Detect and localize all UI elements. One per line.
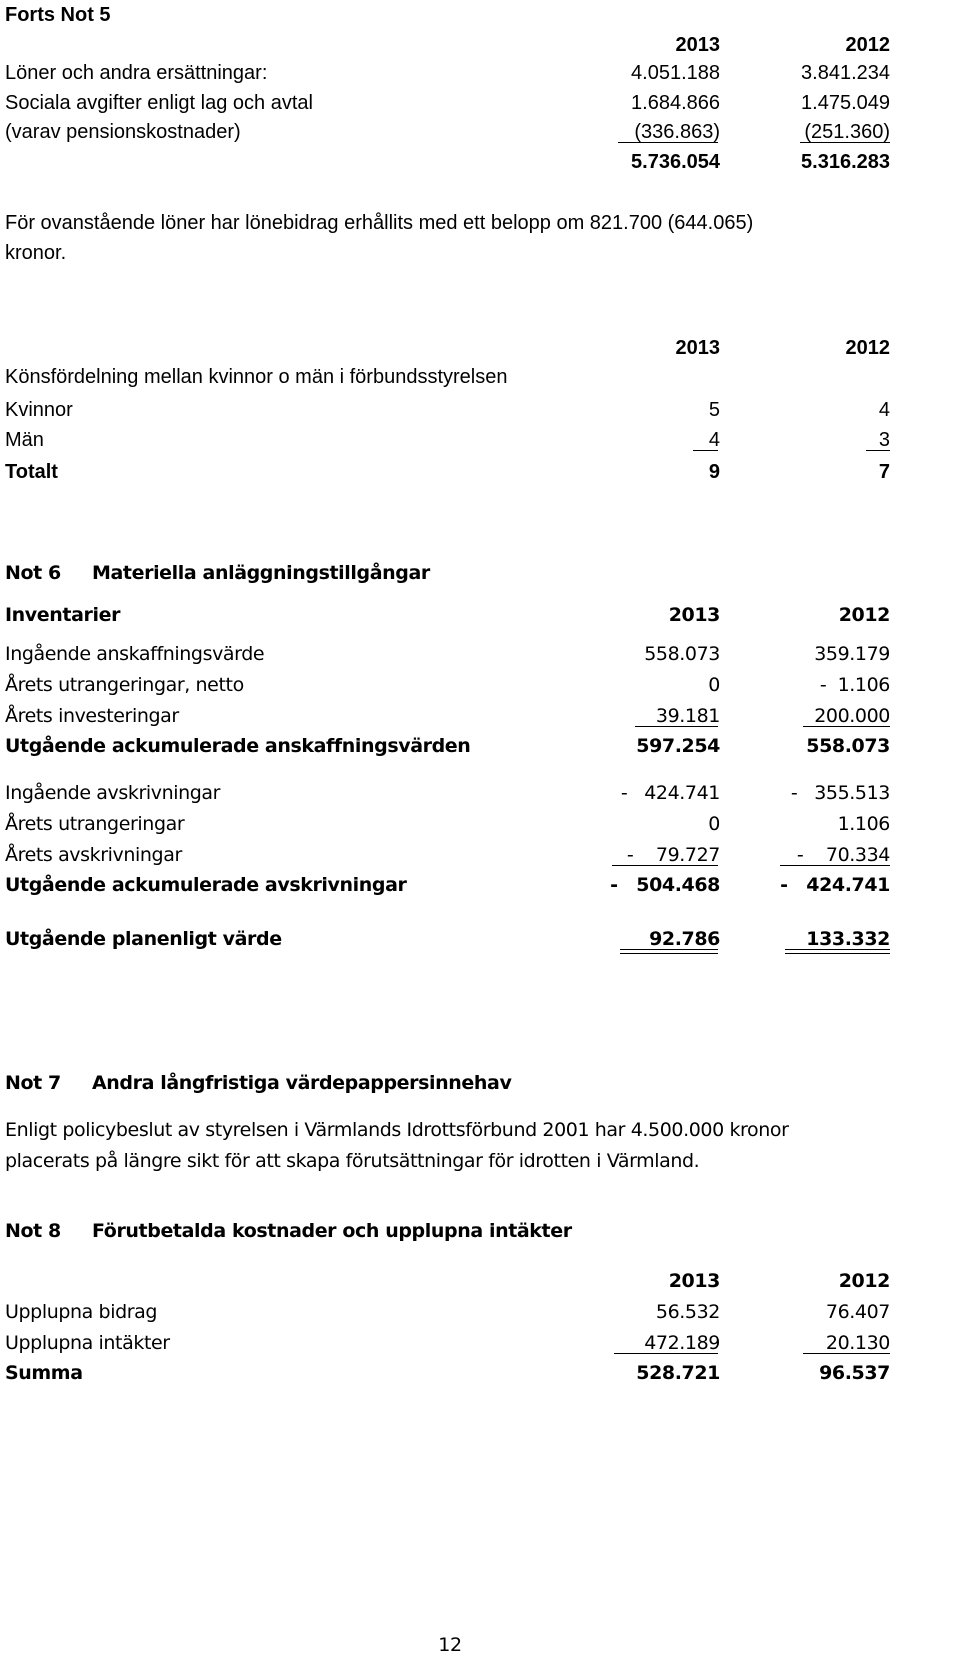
underline (635, 726, 718, 727)
value-2012: 3 (878, 429, 890, 451)
note-heading-not7 (0, 1068, 960, 1098)
value-2013: 597.254 (636, 735, 720, 757)
year-2012: 2012 (845, 34, 890, 56)
value-2013: 528.721 (636, 1362, 720, 1384)
note-heading-not6 (0, 558, 960, 588)
row-label: Utgående planenligt värde (5, 928, 282, 950)
value-2013: 472.189 (644, 1332, 720, 1354)
row-label: Årets avskrivningar (5, 844, 182, 866)
value-2012: 20.130 (825, 1332, 890, 1354)
value-2013: - 79.727 (626, 844, 720, 866)
value-2013: (336.863) (634, 121, 720, 143)
note-number: Not 7 (5, 1072, 61, 1094)
underline (780, 865, 890, 866)
underline (614, 1353, 718, 1354)
value-2013: - 504.468 (610, 874, 720, 896)
value-2012: 96.537 (819, 1362, 890, 1384)
table-row (0, 731, 960, 761)
section-title-forts-not5 (0, 0, 960, 30)
value-2012: 76.407 (825, 1301, 890, 1323)
page-footer (0, 1630, 960, 1660)
page-number: 12 (438, 1634, 462, 1656)
table-row (0, 425, 960, 455)
underline (866, 450, 890, 451)
row-label: Årets utrangeringar, netto (5, 674, 244, 696)
year-2013: 2013 (668, 604, 720, 626)
double-underline (620, 949, 718, 954)
forts-year-header (0, 30, 960, 60)
row-label: Upplupna bidrag (5, 1301, 158, 1323)
year-2013: 2013 (675, 34, 720, 56)
note-heading-not8 (0, 1216, 960, 1246)
value-2012: - 1.106 (819, 674, 890, 696)
table-row (0, 778, 960, 808)
row-label: Sociala avgifter enligt lag och avtal (5, 92, 313, 114)
value-2012: 4 (878, 399, 890, 421)
row-label: Utgående ackumulerade anskaffningsvärden (5, 735, 471, 757)
total-2012: 7 (878, 461, 890, 483)
gender-year-header (0, 333, 960, 363)
value-2012: - 70.334 (796, 844, 890, 866)
note-title: Förutbetalda kostnader och upplupna intäkter (92, 1220, 572, 1242)
value-2012: - 355.513 (790, 782, 890, 804)
value-2013: 558.073 (644, 643, 720, 665)
table-row (0, 809, 960, 839)
note-text: Enligt policybeslut av styrelsen i Värmlands Idrottsförbund 2001 har 4.500.000 kronor (5, 1119, 789, 1141)
forts-note-line (0, 238, 960, 268)
value-2012: 3.841.234 (801, 62, 890, 84)
value-2013: 0 (708, 813, 720, 835)
underline (803, 726, 890, 727)
row-label: Män (5, 429, 44, 451)
underline (800, 142, 890, 143)
row-label: Summa (5, 1362, 83, 1384)
table-row (0, 701, 960, 731)
value-2012: 200.000 (814, 705, 890, 727)
row-label: Ingående anskaffningsvärde (5, 643, 265, 665)
value-2013: 39.181 (655, 705, 720, 727)
row-label: Upplupna intäkter (5, 1332, 170, 1354)
value-2012: - 424.741 (780, 874, 890, 896)
table-row (0, 924, 960, 954)
value-2012: 558.073 (806, 735, 890, 757)
value-2013: - 424.741 (620, 782, 720, 804)
year-2013: 2013 (668, 1270, 720, 1292)
value-2012: (251.360) (804, 121, 890, 143)
not7-text-line (0, 1146, 960, 1176)
total-2013: 5.736.054 (631, 151, 720, 173)
value-2013: 4 (708, 429, 720, 451)
row-label: Kvinnor (5, 399, 73, 421)
value-2012: 133.332 (806, 928, 890, 950)
value-2013: 1.684.866 (631, 92, 720, 114)
value-2013: 92.786 (649, 928, 720, 950)
year-2012: 2012 (838, 1270, 890, 1292)
forts-title: Forts Not 5 (5, 4, 111, 26)
note-text: För ovanstående löner har lönebidrag erhållits med ett belopp om 821.700 (644.065) (5, 212, 754, 234)
row-label: Utgående ackumulerade avskrivningar (5, 874, 407, 896)
row-label: Årets investeringar (5, 705, 179, 727)
table-row (0, 117, 960, 147)
gender-heading-text: Könsfördelning mellan kvinnor o män i förbundsstyrelsen (5, 366, 508, 388)
table-row (0, 1297, 960, 1327)
value-2013: 5 (708, 399, 720, 421)
year-2012: 2012 (838, 604, 890, 626)
note-text: placerats på längre sikt för att skapa förutsättningar för idrotten i Värmland. (5, 1150, 700, 1172)
table-row (0, 58, 960, 88)
row-label: Årets utrangeringar (5, 813, 185, 835)
row-label: Ingående avskrivningar (5, 782, 221, 804)
value-2013: 56.532 (655, 1301, 720, 1323)
table-row (0, 1328, 960, 1358)
note-title: Andra långfristiga värdepappersinnehav (92, 1072, 512, 1094)
year-2013: 2013 (675, 337, 720, 359)
sub-heading: Inventarier (5, 604, 121, 626)
not6-sub-header (0, 600, 960, 630)
table-row (0, 395, 960, 425)
forts-note-line (0, 208, 960, 238)
underline (612, 865, 718, 866)
not7-text-line (0, 1115, 960, 1145)
note-title: Materiella anläggningstillgångar (92, 562, 430, 584)
note-number: Not 8 (5, 1220, 61, 1242)
total-2013: 9 (708, 461, 720, 483)
note-text: kronor. (5, 242, 67, 264)
underline (693, 450, 718, 451)
value-2013: 4.051.188 (631, 62, 720, 84)
underline (618, 142, 718, 143)
value-2012: 359.179 (814, 643, 890, 665)
gender-heading (0, 362, 960, 392)
double-underline (785, 949, 890, 954)
value-2012: 1.106 (837, 813, 890, 835)
table-row (0, 88, 960, 118)
not8-year-header (0, 1266, 960, 1296)
value-2012: 1.475.049 (801, 92, 890, 114)
underline (803, 1353, 890, 1354)
table-row (0, 670, 960, 700)
year-2012: 2012 (845, 337, 890, 359)
note-number: Not 6 (5, 562, 61, 584)
row-label: Totalt (5, 461, 58, 483)
row-label: Löner och andra ersättningar: (5, 62, 268, 84)
value-2013: 0 (708, 674, 720, 696)
total-2012: 5.316.283 (801, 151, 890, 173)
table-row (0, 840, 960, 870)
table-row (0, 870, 960, 900)
table-row (0, 1358, 960, 1388)
table-row (0, 639, 960, 669)
forts-total-row (0, 147, 960, 177)
row-label: (varav pensionskostnader) (5, 121, 241, 143)
gender-total-row (0, 457, 960, 487)
